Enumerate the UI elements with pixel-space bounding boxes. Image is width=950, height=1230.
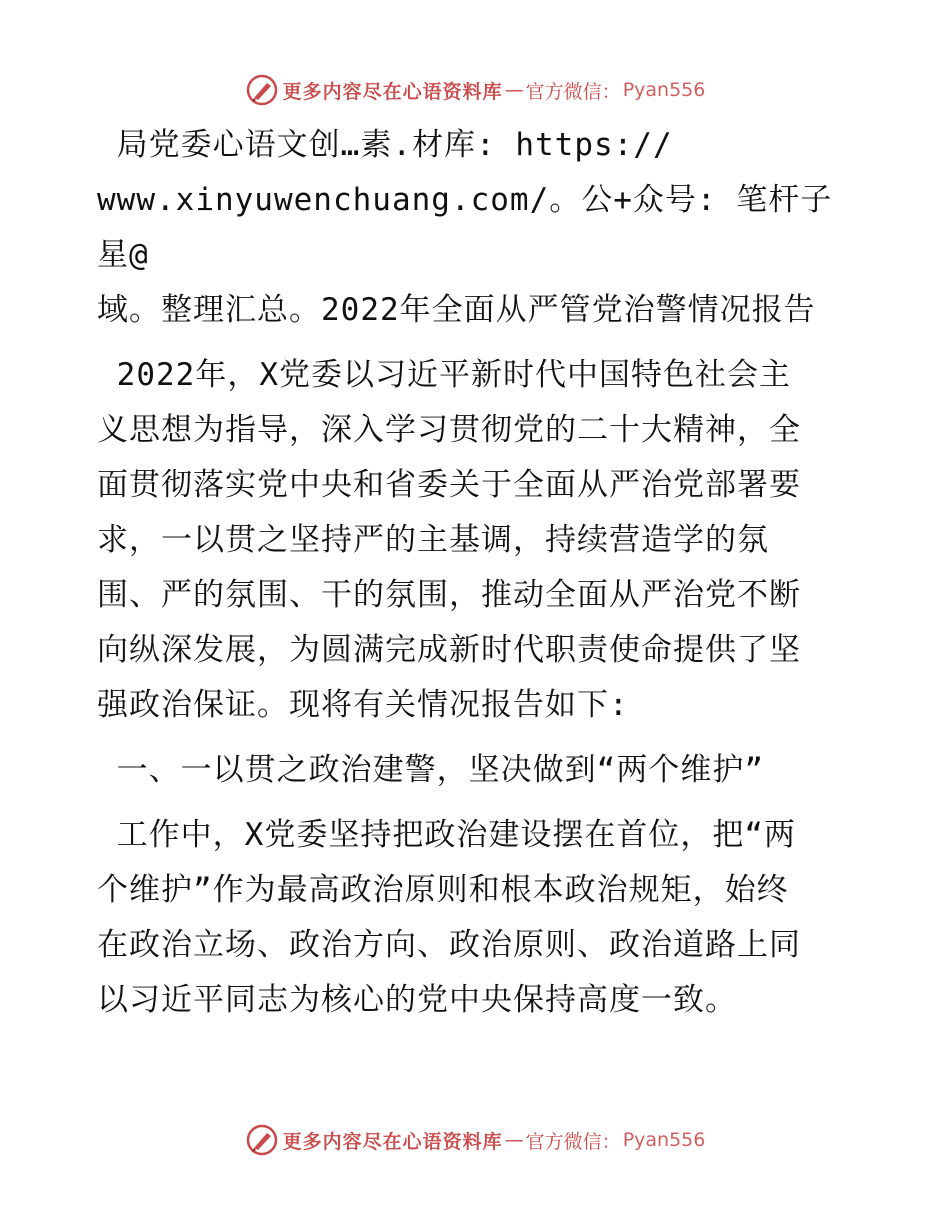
paragraph-section-one: 工作中，X党委坚持把政治建设摆在首位，把“两 个维护”作为最高政治原则和根本政治规矩，始终 在政治立场、政治方向、政治原则、政治道路上同 以习近平同志为核心的党中央保持高度一致。 — [97, 817, 801, 1018]
paragraph-summary: 2022年，X党委以习近平新时代中国特色社会主 义思想为指导，深入学习贯彻党的二十大精神，全 面贯彻落实党中央和省委关于全面从严治党部署要 求，一以贯之坚持严的主基调，持续营造学的氛 围、严的氛围、干的氛围，推动全面从严治党不断 向纵深发展，为圆满完成新时代职责使命提供了坚 强政治保证。现将有关情况报告如下: — [97, 357, 801, 723]
pen-logo-icon — [245, 73, 279, 107]
banner-wechat-label: 官方微信： — [525, 80, 621, 103]
section-heading: 一、一以贯之政治建警，坚决做到“两个维护” — [97, 752, 764, 788]
banner-slogan: 更多内容尽在心语资料库 — [282, 1130, 503, 1153]
paragraph-intro: 局党委心语文创…素.材库: https:// www.xinyuwenchuang.com/。公+众号: 笔杆子星@ 域。整理汇总。2022年全面从严管党治警情况报告 — [97, 127, 833, 328]
document-body — [97, 118, 857, 1028]
header-banner — [0, 70, 950, 110]
footer-banner — [0, 1120, 950, 1160]
banner-slogan: 更多内容尽在心语资料库 — [282, 80, 503, 103]
banner-separator: — — [504, 79, 524, 101]
banner-wechat-id: Pyan556 — [622, 79, 706, 101]
banner-wechat-id: Pyan556 — [622, 1129, 706, 1151]
banner-wechat-label: 官方微信： — [525, 1130, 621, 1153]
pen-logo-icon — [245, 1123, 279, 1157]
banner-separator: — — [504, 1129, 524, 1151]
